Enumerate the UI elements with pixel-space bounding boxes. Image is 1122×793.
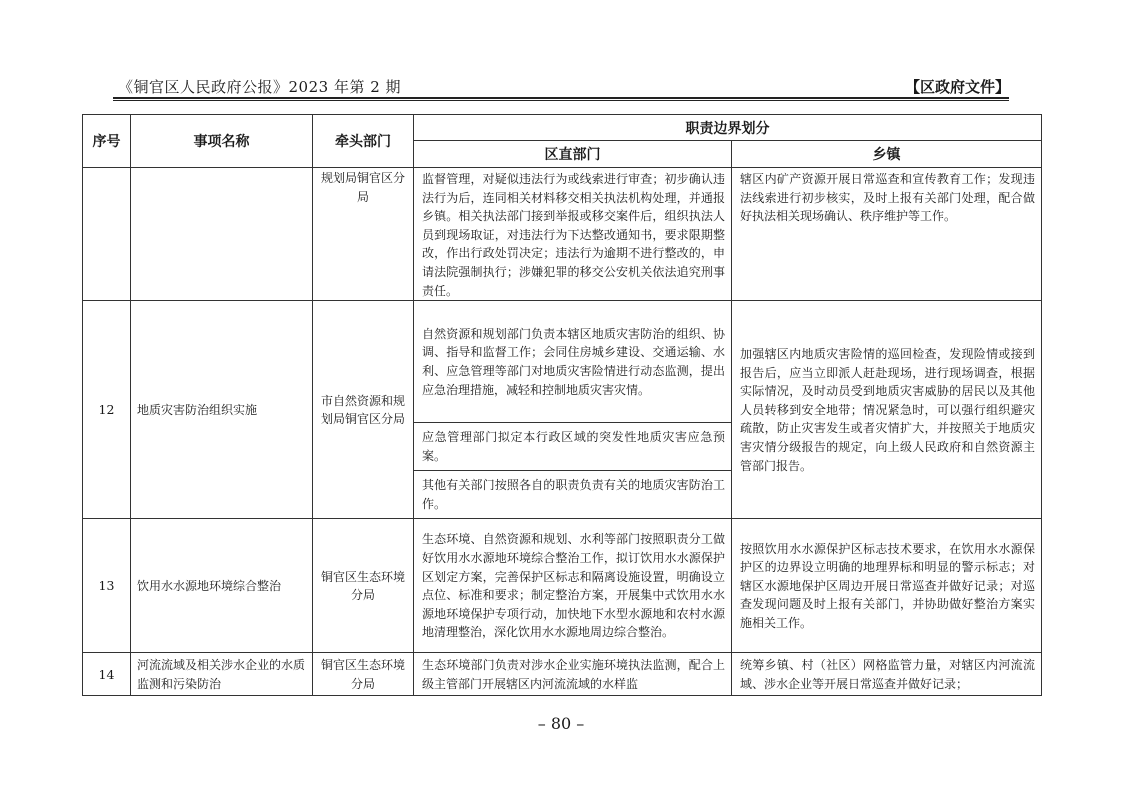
header-seq: 序号 <box>83 115 131 168</box>
table-row <box>83 653 1042 696</box>
row-district-part: 其他有关部门按照各自的职责负责有关的地质灾害防治工作。 <box>422 478 725 511</box>
row-town: 按照饮用水水源保护区标志技术要求，在饮用水水源保护区的边界设立明确的地理界标和明显的警示标志；对辖区水源地保护区周边开展日常巡查并做好记录；对巡查发现问题及时上报有关部门，并协助做好整治方案实施相关工作。 <box>740 541 1035 631</box>
header-division: 职责边界划分 <box>414 115 1042 141</box>
row-district: 生态环境、自然资源和规划、水利等部门按照职责分工做好饮用水水源地环境综合整治工作，拟订饮用水水源保护区划定方案，完善保护区标志和隔离设施设置，明确设立点位、标准和要求；制定整治方案，开展集中式饮用水水源地环境保护专项行动，加快地下水型水源地和农村水源地清理整治，深化饮用水水源地周边综合整治。 <box>422 532 725 640</box>
row-town: 统筹乡镇、村（社区）网格监管力量，对辖区内河流流域、涉水企业等开展日常巡查并做好记录； <box>740 658 1035 691</box>
row-seq: 12 <box>83 301 131 519</box>
responsibility-table <box>82 114 1042 696</box>
row-item: 饮用水水源地环境综合整治 <box>131 519 313 653</box>
row-item: 地质灾害防治组织实施 <box>131 301 313 519</box>
row-lead: 铜官区生态环境分局 <box>320 569 405 603</box>
row-lead: 市自然资源和规划局铜官区分局 <box>320 393 405 427</box>
row-town: 辖区内矿产资源开展日常巡查和宣传教育工作；发现违法线索进行初步核实，及时上报有关部门处理，配合做好执法相关现场确认、秩序维护等工作。 <box>740 172 1035 224</box>
header-town: 乡镇 <box>732 141 1042 168</box>
row-district: 生态环境部门负责对涉水企业实施环境执法监测，配合上级主管部门开展辖区内河流流域的水样监 <box>422 658 725 691</box>
table-row <box>83 301 1042 519</box>
header-title: 《铜官区人民政府公报》2023 年第 2 期 <box>118 78 402 96</box>
row-seq: 13 <box>83 519 131 653</box>
row-lead: 铜官区生态环境分局 <box>320 658 405 691</box>
header-rule-thin <box>113 100 1009 101</box>
row-district-part: 自然资源和规划部门负责本辖区地质灾害防治的组织、协调、指导和监督工作；会同住房城乡建设、交通运输、水利、应急管理等部门对地质灾害险情进行动态监测，提出应急治理措施，减轻和控制地质灾害灾情。 <box>422 326 725 397</box>
row-item <box>131 168 313 301</box>
page-number: – 80 – <box>537 714 585 733</box>
header-section: 【区政府文件】 <box>904 78 1010 96</box>
row-district-part: 应急管理部门拟定本行政区域的突发性地质灾害应急预案。 <box>422 430 725 463</box>
table-row <box>83 168 1042 301</box>
header-lead: 牵头部门 <box>313 115 414 168</box>
header-item: 事项名称 <box>131 115 313 168</box>
district-subtable <box>414 301 731 518</box>
row-seq: 14 <box>83 653 131 696</box>
header-district: 区直部门 <box>414 141 732 168</box>
row-town: 加强辖区内地质灾害险情的巡回检查，发现险情或接到报告后，应当立即派人赶赴现场，进行现场调查，根据实际情况，及时动员受到地质灾害威胁的居民以及其他人员转移到安全地带；情况紧急时，可以强行组织避灾疏散，防止灾害发生或者灾情扩大，并按照关于地质灾害灾情分级报告的规定，向上级人民政府和自然资源主管部门报告。 <box>740 347 1035 473</box>
row-seq <box>83 168 131 301</box>
header-rule <box>113 97 1009 99</box>
row-item: 河流流域及相关涉水企业的水质监测和污染防治 <box>137 658 306 691</box>
row-lead: 规划局铜官区分局 <box>320 171 405 204</box>
table-row <box>83 519 1042 653</box>
row-district: 监督管理，对疑似违法行为或线索进行审查；初步确认违法行为后，连同相关材料移交相关执法机构处理，并通报乡镇。相关执法部门接到举报或移交案件后，组织执法人员到现场取证，对违法行为下达整改通知书，要求限期整改，作出行政处罚决定；违法行为逾期不进行整改的，申请法院强制执行；涉嫌犯罪的移交公安机关依法追究刑事责任。 <box>422 172 725 298</box>
